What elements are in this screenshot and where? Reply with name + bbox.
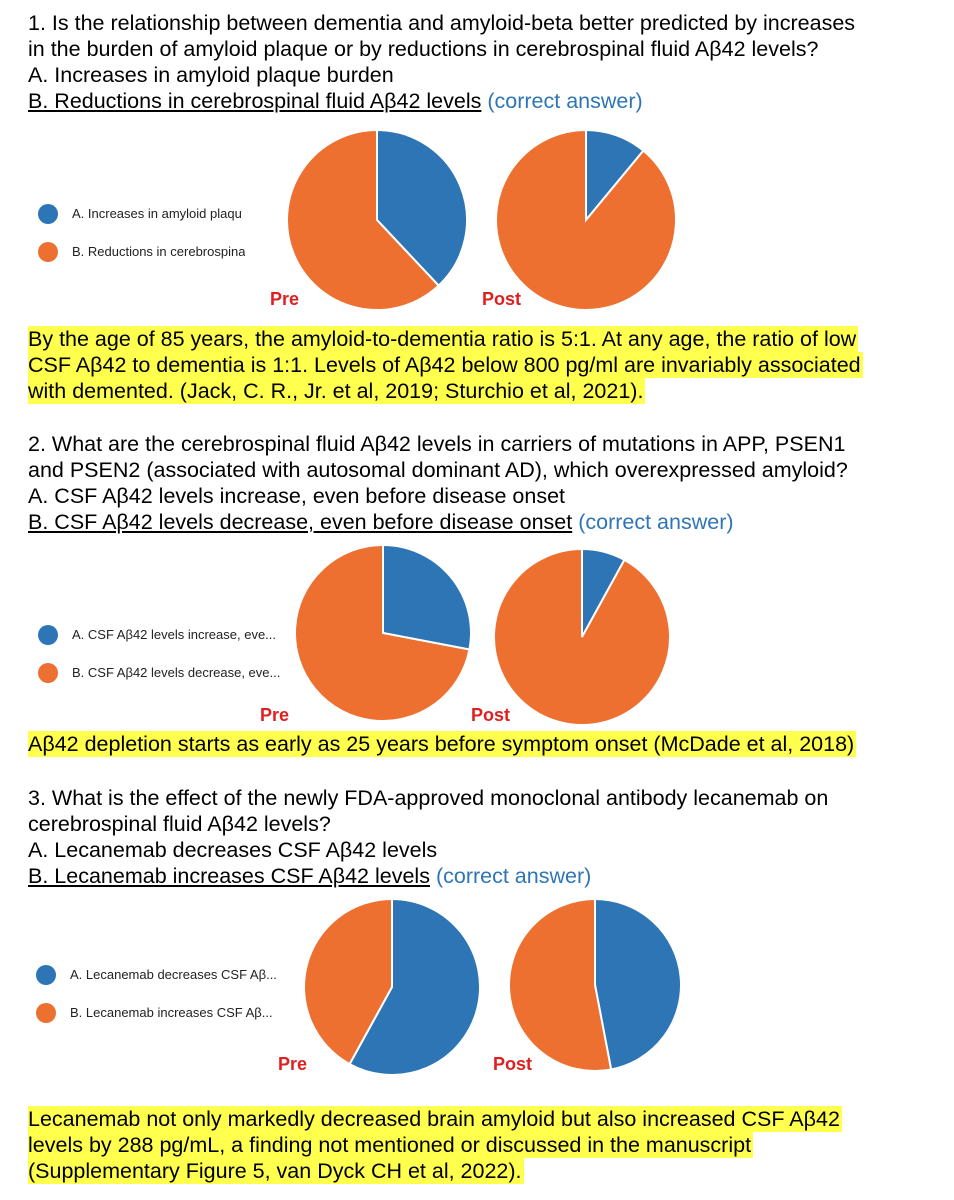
explanation-q1 <box>28 326 863 404</box>
question-text-line: 1. Is the relationship between dementia and amyloid-beta better predicted by increases <box>28 11 856 35</box>
legend-label: A. Increases in amyloid plaqu <box>72 206 242 221</box>
legend-item-a <box>36 966 277 984</box>
question-text-line: in the burden of amyloid plaque or by reductions in cerebrospinal fluid Aβ42 levels? <box>28 37 819 61</box>
question-1 <box>28 10 940 114</box>
explanation-line: (Supplementary Figure 5, van Dyck CH et al, 2022). <box>28 1159 522 1183</box>
pie-label-post: Post <box>493 1054 533 1074</box>
option-b-correct <box>28 863 940 889</box>
legend-label: A. Lecanemab decreases CSF Aβ... <box>70 967 277 982</box>
pie-slice-b <box>509 899 611 1071</box>
explanation-line: levels by 288 pg/mL, a finding not mentioned or discussed in the manuscript <box>28 1133 752 1157</box>
legend-dot-a <box>38 204 58 224</box>
pie-chart-q2-post <box>492 547 672 727</box>
question-3 <box>28 785 940 889</box>
pie-label-post: Post <box>482 289 522 309</box>
correct-answer-tag: (correct answer) <box>435 864 592 888</box>
legend-dot-a <box>38 625 58 645</box>
correct-answer-tag: (correct answer) <box>578 510 734 534</box>
legend-item-b <box>38 243 245 261</box>
legend-dot-b <box>38 242 58 262</box>
legend-label: B. CSF Aβ42 levels decrease, eve... <box>72 665 281 680</box>
legend-dot-b <box>36 1003 56 1023</box>
legend-item-a <box>38 205 245 223</box>
pie-label-post: Post <box>471 705 511 725</box>
legend-item-b <box>36 1004 277 1022</box>
legend-q1 <box>38 205 245 261</box>
pie-slice-a <box>595 899 681 1069</box>
option-a: A. CSF Aβ42 levels increase, even before disease onset <box>28 484 566 508</box>
correct-answer-tag: (correct answer) <box>487 89 643 113</box>
explanation-line: By the age of 85 years, the amyloid-to-dementia ratio is 5:1. At any age, the ratio of low <box>28 327 857 351</box>
legend-item-a <box>38 626 280 644</box>
explanation-q3 <box>28 1106 842 1184</box>
option-b: B. CSF Aβ42 levels decrease, even before disease onset <box>28 510 573 534</box>
legend-q2 <box>38 626 280 682</box>
explanation-line: Lecanemab not only markedly decreased brain amyloid but also increased CSF Aβ42 <box>28 1107 840 1131</box>
pie-label-pre: Pre <box>270 289 300 309</box>
question-text-line: 3. What is the effect of the newly FDA-approved monoclonal antibody lecanemab on <box>28 786 829 810</box>
pie-chart-q1-pre <box>285 128 469 312</box>
pie-slice-a <box>383 545 471 649</box>
legend-dot-a <box>36 965 56 985</box>
pie-chart-q1-post <box>494 128 678 312</box>
explanation-line: with demented. (Jack, C. R., Jr. et al, 2019; Sturchio et al, 2021). <box>28 379 644 403</box>
option-b-correct <box>28 88 940 114</box>
pie-label-pre: Pre <box>278 1054 308 1074</box>
option-a: A. Increases in amyloid plaque burden <box>28 63 394 87</box>
option-b: B. Reductions in cerebrospinal fluid Aβ42 levels <box>28 89 482 113</box>
legend-item-b <box>38 664 280 682</box>
pie-chart-q3-pre <box>302 897 482 1077</box>
explanation-q2 <box>28 731 856 757</box>
pie-slice-b <box>494 549 670 725</box>
pie-label-pre: Pre <box>260 705 290 725</box>
pie-chart-q3-post <box>507 897 683 1073</box>
explanation-line: CSF Aβ42 to dementia is 1:1. Levels of Aβ42 below 800 pg/ml are invariably associated <box>28 353 861 377</box>
option-b-correct <box>28 509 940 535</box>
legend-q3 <box>36 966 277 1022</box>
pie-slice-b <box>496 130 676 310</box>
question-text-line: and PSEN2 (associated with autosomal dominant AD), which overexpressed amyloid? <box>28 458 848 482</box>
option-b: B. Lecanemab increases CSF Aβ42 levels <box>28 864 430 888</box>
pie-chart-q2-pre <box>293 543 473 723</box>
legend-label: A. CSF Aβ42 levels increase, eve... <box>72 627 277 642</box>
question-2 <box>28 431 940 535</box>
legend-label: B. Reductions in cerebrospina <box>72 244 246 259</box>
legend-dot-b <box>38 663 58 683</box>
option-a: A. Lecanemab decreases CSF Aβ42 levels <box>28 838 438 862</box>
question-text-line: 2. What are the cerebrospinal fluid Aβ42 levels in carriers of mutations in APP, PSEN1 <box>28 432 846 456</box>
explanation-line: Aβ42 depletion starts as early as 25 years before symptom onset (McDade et al, 2018) <box>28 732 855 756</box>
legend-label: B. Lecanemab increases CSF Aβ... <box>70 1005 273 1020</box>
question-text-line: cerebrospinal fluid Aβ42 levels? <box>28 812 331 836</box>
